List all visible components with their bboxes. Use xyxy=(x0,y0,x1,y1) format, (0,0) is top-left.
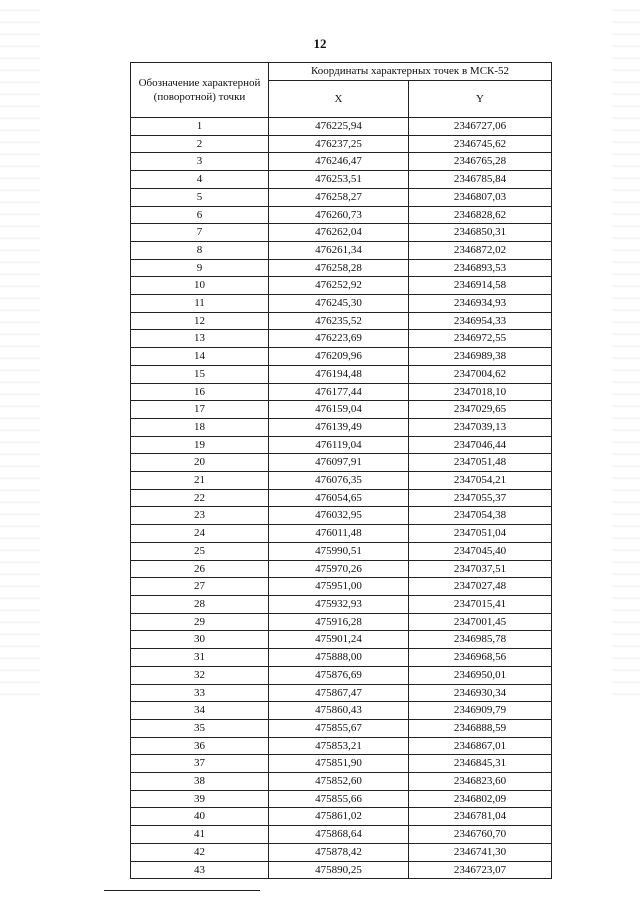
table-row xyxy=(131,578,552,596)
y-column-header: Y xyxy=(409,81,552,118)
x-coordinate-cell: 476235,52 xyxy=(269,312,409,330)
footer-rule xyxy=(104,890,260,891)
x-coordinate-cell: 476260,73 xyxy=(269,206,409,224)
y-coordinate-cell: 2346968,56 xyxy=(409,649,552,667)
x-coordinate-cell: 476011,48 xyxy=(269,525,409,543)
table-row xyxy=(131,330,552,348)
point-number-cell: 41 xyxy=(131,826,269,844)
table-row xyxy=(131,525,552,543)
table-row xyxy=(131,259,552,277)
y-coordinate-cell: 2346723,07 xyxy=(409,861,552,879)
point-label-header: Обозначение характерной (поворотной) точки xyxy=(131,63,269,118)
table-row xyxy=(131,631,552,649)
y-coordinate-cell: 2347029,65 xyxy=(409,401,552,419)
y-coordinate-cell: 2346727,06 xyxy=(409,118,552,136)
table-row xyxy=(131,790,552,808)
y-coordinate-cell: 2346760,70 xyxy=(409,826,552,844)
x-coordinate-cell: 475876,69 xyxy=(269,666,409,684)
point-number-cell: 21 xyxy=(131,472,269,490)
point-number-cell: 37 xyxy=(131,755,269,773)
table-row xyxy=(131,649,552,667)
point-number-cell: 17 xyxy=(131,401,269,419)
y-coordinate-cell: 2346745,62 xyxy=(409,135,552,153)
scan-edge-left xyxy=(0,0,40,700)
x-coordinate-cell: 476054,65 xyxy=(269,489,409,507)
point-number-cell: 43 xyxy=(131,861,269,879)
y-coordinate-cell: 2346972,55 xyxy=(409,330,552,348)
table-header-row xyxy=(131,63,552,81)
table-row xyxy=(131,295,552,313)
point-number-cell: 31 xyxy=(131,649,269,667)
table-row xyxy=(131,666,552,684)
y-coordinate-cell: 2346893,53 xyxy=(409,259,552,277)
y-coordinate-cell: 2347037,51 xyxy=(409,560,552,578)
point-number-cell: 24 xyxy=(131,525,269,543)
y-coordinate-cell: 2347054,38 xyxy=(409,507,552,525)
point-number-cell: 34 xyxy=(131,702,269,720)
table-row xyxy=(131,613,552,631)
x-coordinate-cell: 476237,25 xyxy=(269,135,409,153)
x-column-header: X xyxy=(269,81,409,118)
x-coordinate-cell: 476245,30 xyxy=(269,295,409,313)
x-coordinate-cell: 476119,04 xyxy=(269,436,409,454)
point-number-cell: 7 xyxy=(131,224,269,242)
point-number-cell: 8 xyxy=(131,241,269,259)
y-coordinate-cell: 2346930,34 xyxy=(409,684,552,702)
point-number-cell: 38 xyxy=(131,773,269,791)
x-coordinate-cell: 475855,66 xyxy=(269,790,409,808)
y-coordinate-cell: 2346867,01 xyxy=(409,737,552,755)
x-coordinate-cell: 475970,26 xyxy=(269,560,409,578)
y-coordinate-cell: 2347004,62 xyxy=(409,365,552,383)
point-number-cell: 23 xyxy=(131,507,269,525)
point-number-cell: 5 xyxy=(131,188,269,206)
table-row xyxy=(131,560,552,578)
y-coordinate-cell: 2346909,79 xyxy=(409,702,552,720)
point-number-cell: 35 xyxy=(131,719,269,737)
point-number-cell: 28 xyxy=(131,595,269,613)
table-row xyxy=(131,383,552,401)
point-number-cell: 2 xyxy=(131,135,269,153)
point-number-cell: 27 xyxy=(131,578,269,596)
y-coordinate-cell: 2347018,10 xyxy=(409,383,552,401)
table-row xyxy=(131,595,552,613)
y-coordinate-cell: 2347054,21 xyxy=(409,472,552,490)
x-coordinate-cell: 475888,00 xyxy=(269,649,409,667)
y-coordinate-cell: 2347051,48 xyxy=(409,454,552,472)
point-number-cell: 20 xyxy=(131,454,269,472)
x-coordinate-cell: 476223,69 xyxy=(269,330,409,348)
point-number-cell: 32 xyxy=(131,666,269,684)
point-number-cell: 15 xyxy=(131,365,269,383)
y-coordinate-cell: 2346985,78 xyxy=(409,631,552,649)
scan-edge-right xyxy=(612,0,640,700)
point-number-cell: 3 xyxy=(131,153,269,171)
y-coordinate-cell: 2346785,84 xyxy=(409,171,552,189)
x-coordinate-cell: 475851,90 xyxy=(269,755,409,773)
x-coordinate-cell: 475990,51 xyxy=(269,542,409,560)
point-number-cell: 19 xyxy=(131,436,269,454)
table-row xyxy=(131,401,552,419)
x-coordinate-cell: 476159,04 xyxy=(269,401,409,419)
y-coordinate-cell: 2347045,40 xyxy=(409,542,552,560)
y-coordinate-cell: 2346888,59 xyxy=(409,719,552,737)
x-coordinate-cell: 476139,49 xyxy=(269,418,409,436)
point-number-cell: 26 xyxy=(131,560,269,578)
page-number: 12 xyxy=(313,36,327,51)
point-number-cell: 40 xyxy=(131,808,269,826)
table-row xyxy=(131,277,552,295)
y-coordinate-cell: 2347046,44 xyxy=(409,436,552,454)
x-coordinate-cell: 475853,21 xyxy=(269,737,409,755)
x-coordinate-cell: 476097,91 xyxy=(269,454,409,472)
y-coordinate-cell: 2347051,04 xyxy=(409,525,552,543)
y-coordinate-cell: 2346823,60 xyxy=(409,773,552,791)
x-coordinate-cell: 476262,04 xyxy=(269,224,409,242)
point-number-cell: 18 xyxy=(131,418,269,436)
table-row xyxy=(131,454,552,472)
y-coordinate-cell: 2347055,37 xyxy=(409,489,552,507)
table-row xyxy=(131,171,552,189)
table-row xyxy=(131,153,552,171)
point-number-cell: 14 xyxy=(131,348,269,366)
y-coordinate-cell: 2347039,13 xyxy=(409,418,552,436)
table-row xyxy=(131,135,552,153)
x-coordinate-cell: 476252,92 xyxy=(269,277,409,295)
x-coordinate-cell: 476258,28 xyxy=(269,259,409,277)
table-row xyxy=(131,436,552,454)
table-row xyxy=(131,737,552,755)
point-number-cell: 29 xyxy=(131,613,269,631)
table-row xyxy=(131,702,552,720)
point-number-cell: 33 xyxy=(131,684,269,702)
y-coordinate-cell: 2346845,31 xyxy=(409,755,552,773)
y-coordinate-cell: 2347015,41 xyxy=(409,595,552,613)
table-row xyxy=(131,312,552,330)
point-number-cell: 16 xyxy=(131,383,269,401)
coordinates-table xyxy=(130,62,552,879)
point-number-cell: 22 xyxy=(131,489,269,507)
x-coordinate-cell: 475860,43 xyxy=(269,702,409,720)
point-number-cell: 9 xyxy=(131,259,269,277)
y-coordinate-cell: 2346872,02 xyxy=(409,241,552,259)
y-coordinate-cell: 2346950,01 xyxy=(409,666,552,684)
table-row xyxy=(131,188,552,206)
x-coordinate-cell: 475878,42 xyxy=(269,843,409,861)
table-row xyxy=(131,241,552,259)
point-number-cell: 4 xyxy=(131,171,269,189)
x-coordinate-cell: 475951,00 xyxy=(269,578,409,596)
point-number-cell: 25 xyxy=(131,542,269,560)
x-coordinate-cell: 476032,95 xyxy=(269,507,409,525)
x-coordinate-cell: 476246,47 xyxy=(269,153,409,171)
point-number-cell: 30 xyxy=(131,631,269,649)
table-body xyxy=(131,118,552,879)
x-coordinate-cell: 476177,44 xyxy=(269,383,409,401)
table-row xyxy=(131,472,552,490)
table-row xyxy=(131,418,552,436)
y-coordinate-cell: 2347001,45 xyxy=(409,613,552,631)
x-coordinate-cell: 476209,96 xyxy=(269,348,409,366)
x-coordinate-cell: 475868,64 xyxy=(269,826,409,844)
table-row xyxy=(131,224,552,242)
table-row xyxy=(131,206,552,224)
y-coordinate-cell: 2346781,04 xyxy=(409,808,552,826)
y-coordinate-cell: 2346914,58 xyxy=(409,277,552,295)
y-coordinate-cell: 2346765,28 xyxy=(409,153,552,171)
table-row xyxy=(131,542,552,560)
x-coordinate-cell: 475867,47 xyxy=(269,684,409,702)
x-coordinate-cell: 476225,94 xyxy=(269,118,409,136)
table-row xyxy=(131,489,552,507)
table-row xyxy=(131,755,552,773)
x-coordinate-cell: 476194,48 xyxy=(269,365,409,383)
x-coordinate-cell: 475901,24 xyxy=(269,631,409,649)
table-row xyxy=(131,861,552,879)
y-coordinate-cell: 2346954,33 xyxy=(409,312,552,330)
x-coordinate-cell: 475852,60 xyxy=(269,773,409,791)
point-number-cell: 13 xyxy=(131,330,269,348)
x-coordinate-cell: 475861,02 xyxy=(269,808,409,826)
table-row xyxy=(131,348,552,366)
point-number-cell: 39 xyxy=(131,790,269,808)
y-coordinate-cell: 2346850,31 xyxy=(409,224,552,242)
point-number-cell: 6 xyxy=(131,206,269,224)
x-coordinate-cell: 476076,35 xyxy=(269,472,409,490)
table-row xyxy=(131,719,552,737)
y-coordinate-cell: 2346934,93 xyxy=(409,295,552,313)
point-number-cell: 11 xyxy=(131,295,269,313)
point-number-cell: 36 xyxy=(131,737,269,755)
table-row xyxy=(131,365,552,383)
x-coordinate-cell: 476261,34 xyxy=(269,241,409,259)
table-row xyxy=(131,684,552,702)
table-row xyxy=(131,826,552,844)
point-number-cell: 10 xyxy=(131,277,269,295)
table-row xyxy=(131,118,552,136)
point-number-cell: 1 xyxy=(131,118,269,136)
x-coordinate-cell: 475890,25 xyxy=(269,861,409,879)
y-coordinate-cell: 2346802,09 xyxy=(409,790,552,808)
y-coordinate-cell: 2346989,38 xyxy=(409,348,552,366)
y-coordinate-cell: 2346741,30 xyxy=(409,843,552,861)
table-row xyxy=(131,843,552,861)
x-coordinate-cell: 475932,93 xyxy=(269,595,409,613)
y-coordinate-cell: 2346828,62 xyxy=(409,206,552,224)
y-coordinate-cell: 2346807,03 xyxy=(409,188,552,206)
y-coordinate-cell: 2347027,48 xyxy=(409,578,552,596)
table-row xyxy=(131,773,552,791)
point-number-cell: 42 xyxy=(131,843,269,861)
x-coordinate-cell: 476258,27 xyxy=(269,188,409,206)
coordinates-group-header: Координаты характерных точек в МСК-52 xyxy=(269,63,552,81)
x-coordinate-cell: 476253,51 xyxy=(269,171,409,189)
table-row xyxy=(131,808,552,826)
table-row xyxy=(131,507,552,525)
point-number-cell: 12 xyxy=(131,312,269,330)
x-coordinate-cell: 475916,28 xyxy=(269,613,409,631)
x-coordinate-cell: 475855,67 xyxy=(269,719,409,737)
